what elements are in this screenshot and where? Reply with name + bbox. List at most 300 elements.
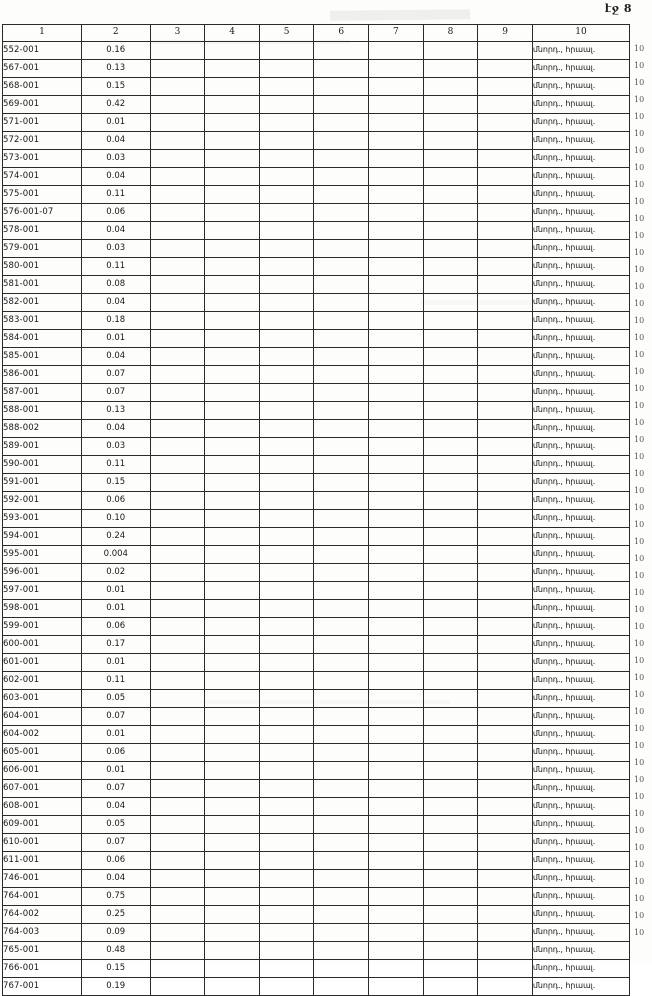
cell-empty (205, 618, 260, 636)
cell-note: մնորդ., հրաալ. (532, 348, 629, 366)
cell-code: 609-001 (3, 816, 82, 834)
cell-value: 0.03 (81, 150, 150, 168)
table-row (3, 222, 630, 240)
cell-empty (314, 708, 369, 726)
margin-mark (634, 24, 652, 40)
scan-artifact (330, 9, 470, 20)
cell-empty (369, 276, 424, 294)
cell-empty (150, 888, 205, 906)
cell-value: 0.42 (81, 96, 150, 114)
cell-empty (369, 906, 424, 924)
cell-empty (314, 294, 369, 312)
margin-mark: 10 (634, 571, 645, 580)
cell-value: 0.25 (81, 906, 150, 924)
cell-empty (314, 528, 369, 546)
cell-empty (205, 888, 260, 906)
cell-empty (478, 672, 533, 690)
cell-empty (478, 870, 533, 888)
cell-empty (314, 150, 369, 168)
cell-empty (314, 582, 369, 600)
cell-note: մնորդ., հրաալ. (532, 438, 629, 456)
cell-code: 580-001 (3, 258, 82, 276)
cell-empty (205, 78, 260, 96)
cell-note: մնորդ., հրաալ. (532, 546, 629, 564)
cell-empty (150, 510, 205, 528)
cell-value: 0.17 (81, 636, 150, 654)
cell-empty (369, 312, 424, 330)
cell-empty (259, 222, 314, 240)
cell-empty (423, 978, 478, 996)
data-table-container (2, 24, 630, 996)
cell-empty (369, 672, 424, 690)
cell-empty (314, 726, 369, 744)
cell-empty (369, 150, 424, 168)
cell-empty (150, 942, 205, 960)
margin-mark: 10 (634, 146, 645, 155)
cell-empty (478, 960, 533, 978)
cell-empty (314, 672, 369, 690)
cell-code: 604-001 (3, 708, 82, 726)
cell-code: 602-001 (3, 672, 82, 690)
column-header-3: 3 (150, 25, 205, 42)
cell-empty (314, 834, 369, 852)
cell-value: 0.04 (81, 294, 150, 312)
table-row (3, 294, 630, 312)
margin-mark: 10 (634, 384, 645, 393)
cell-empty (205, 870, 260, 888)
cell-empty (150, 42, 205, 60)
cell-empty (259, 330, 314, 348)
margin-mark: 10 (634, 214, 645, 223)
cell-empty (369, 186, 424, 204)
cell-empty (423, 204, 478, 222)
margin-mark: 10 (634, 282, 645, 291)
margin-mark: 10 (634, 622, 645, 631)
cell-empty (314, 600, 369, 618)
cell-note: մնորդ., հրաալ. (532, 528, 629, 546)
cell-empty (478, 42, 533, 60)
cell-empty (150, 744, 205, 762)
cell-value: 0.01 (81, 654, 150, 672)
table-row (3, 654, 630, 672)
cell-empty (369, 96, 424, 114)
cell-value: 0.03 (81, 240, 150, 258)
cell-empty (314, 798, 369, 816)
cell-value: 0.07 (81, 708, 150, 726)
cell-empty (478, 798, 533, 816)
cell-code: 594-001 (3, 528, 82, 546)
cell-empty (423, 132, 478, 150)
table-row (3, 618, 630, 636)
cell-empty (259, 654, 314, 672)
cell-value: 0.05 (81, 690, 150, 708)
cell-empty (478, 942, 533, 960)
column-header-10: 10 (532, 25, 629, 42)
cell-empty (150, 294, 205, 312)
column-header-4: 4 (205, 25, 260, 42)
cell-empty (150, 276, 205, 294)
cell-empty (478, 690, 533, 708)
cell-empty (205, 402, 260, 420)
cell-empty (150, 618, 205, 636)
margin-mark: 10 (634, 316, 645, 325)
cell-empty (478, 834, 533, 852)
cell-value: 0.11 (81, 258, 150, 276)
cell-empty (259, 924, 314, 942)
cell-empty (369, 726, 424, 744)
cell-empty (369, 114, 424, 132)
table-row (3, 924, 630, 942)
cell-value: 0.19 (81, 978, 150, 996)
cell-empty (423, 258, 478, 276)
cell-empty (423, 294, 478, 312)
cell-empty (259, 474, 314, 492)
margin-mark: 10 (634, 112, 645, 121)
cell-empty (259, 960, 314, 978)
cell-value: 0.09 (81, 924, 150, 942)
cell-empty (369, 924, 424, 942)
cell-empty (423, 510, 478, 528)
cell-empty (259, 528, 314, 546)
cell-empty (314, 960, 369, 978)
cell-note: մնորդ., հրաալ. (532, 600, 629, 618)
cell-empty (205, 960, 260, 978)
cell-empty (150, 168, 205, 186)
cell-empty (423, 816, 478, 834)
cell-empty (369, 852, 424, 870)
cell-note: մնորդ., հրաալ. (532, 186, 629, 204)
cell-empty (369, 816, 424, 834)
cell-empty (423, 546, 478, 564)
cell-note: մնորդ., հրաալ. (532, 240, 629, 258)
cell-empty (478, 132, 533, 150)
cell-empty (314, 492, 369, 510)
cell-empty (478, 636, 533, 654)
margin-mark: 10 (634, 401, 645, 410)
cell-code: 607-001 (3, 780, 82, 798)
cell-empty (423, 942, 478, 960)
cell-note: մնորդ., հրաալ. (532, 960, 629, 978)
cell-code: 578-001 (3, 222, 82, 240)
cell-empty (314, 636, 369, 654)
cell-empty (205, 762, 260, 780)
cell-empty (423, 870, 478, 888)
cell-empty (314, 762, 369, 780)
cell-empty (423, 42, 478, 60)
cell-empty (314, 906, 369, 924)
cell-empty (259, 366, 314, 384)
cell-empty (369, 690, 424, 708)
cell-value: 0.01 (81, 114, 150, 132)
cell-code: 765-001 (3, 942, 82, 960)
cell-empty (314, 168, 369, 186)
cell-empty (150, 564, 205, 582)
cell-empty (369, 780, 424, 798)
cell-code: 574-001 (3, 168, 82, 186)
cell-empty (423, 690, 478, 708)
cell-empty (259, 420, 314, 438)
cell-empty (478, 528, 533, 546)
table-row (3, 726, 630, 744)
cell-note: մնորդ., հրաալ. (532, 330, 629, 348)
margin-mark: 10 (634, 656, 645, 665)
cell-empty (205, 924, 260, 942)
table-row (3, 312, 630, 330)
table-row (3, 456, 630, 474)
cell-empty (369, 582, 424, 600)
cell-empty (150, 546, 205, 564)
cell-empty (314, 348, 369, 366)
margin-mark: 10 (634, 486, 645, 495)
margin-mark: 10 (634, 231, 645, 240)
margin-mark: 10 (634, 44, 645, 53)
cell-empty (369, 240, 424, 258)
cell-empty (369, 60, 424, 78)
cell-empty (205, 492, 260, 510)
cell-value: 0.04 (81, 222, 150, 240)
cell-empty (150, 762, 205, 780)
table-row (3, 204, 630, 222)
cell-value: 0.01 (81, 726, 150, 744)
cell-empty (369, 798, 424, 816)
cell-code: 552-001 (3, 42, 82, 60)
table-row (3, 42, 630, 60)
cell-empty (478, 168, 533, 186)
column-header-5: 5 (259, 25, 314, 42)
table-row (3, 330, 630, 348)
cell-empty (259, 258, 314, 276)
cell-empty (423, 330, 478, 348)
cell-empty (314, 132, 369, 150)
cell-empty (205, 726, 260, 744)
cell-empty (150, 528, 205, 546)
cell-empty (369, 78, 424, 96)
cell-code: 587-001 (3, 384, 82, 402)
cell-empty (423, 888, 478, 906)
cell-empty (478, 510, 533, 528)
cell-empty (205, 438, 260, 456)
cell-code: 764-002 (3, 906, 82, 924)
table-header-row (3, 25, 630, 42)
cell-code: 605-001 (3, 744, 82, 762)
cell-empty (478, 726, 533, 744)
cell-empty (314, 60, 369, 78)
margin-mark: 10 (634, 129, 645, 138)
cell-code: 571-001 (3, 114, 82, 132)
cell-empty (314, 330, 369, 348)
cell-empty (314, 870, 369, 888)
cell-empty (259, 690, 314, 708)
cell-empty (478, 438, 533, 456)
cell-code: 573-001 (3, 150, 82, 168)
cell-empty (150, 420, 205, 438)
data-table (2, 24, 630, 996)
table-row (3, 240, 630, 258)
cell-value: 0.02 (81, 564, 150, 582)
cell-empty (423, 906, 478, 924)
cell-empty (259, 186, 314, 204)
cell-empty (369, 654, 424, 672)
cell-code: 600-001 (3, 636, 82, 654)
cell-code: 603-001 (3, 690, 82, 708)
cell-empty (423, 312, 478, 330)
cell-empty (478, 276, 533, 294)
table-row (3, 348, 630, 366)
cell-empty (478, 60, 533, 78)
cell-code: 575-001 (3, 186, 82, 204)
cell-empty (259, 150, 314, 168)
cell-value: 0.06 (81, 744, 150, 762)
margin-mark: 10 (634, 333, 645, 342)
cell-empty (205, 816, 260, 834)
cell-empty (478, 330, 533, 348)
cell-empty (314, 654, 369, 672)
margin-mark: 10 (634, 826, 645, 835)
cell-empty (423, 762, 478, 780)
cell-code: 582-001 (3, 294, 82, 312)
cell-empty (369, 546, 424, 564)
cell-empty (314, 204, 369, 222)
cell-empty (423, 492, 478, 510)
cell-code: 568-001 (3, 78, 82, 96)
cell-note: մնորդ., հրաալ. (532, 618, 629, 636)
table-row (3, 546, 630, 564)
cell-empty (150, 654, 205, 672)
cell-empty (478, 924, 533, 942)
page-number: էջ 8 (604, 2, 632, 15)
cell-note: մնորդ., հրաալ. (532, 60, 629, 78)
cell-empty (205, 150, 260, 168)
cell-empty (205, 258, 260, 276)
margin-mark: 10 (634, 248, 645, 257)
cell-value: 0.13 (81, 60, 150, 78)
cell-empty (259, 42, 314, 60)
margin-mark: 10 (634, 690, 645, 699)
cell-code: 590-001 (3, 456, 82, 474)
cell-empty (205, 276, 260, 294)
cell-empty (478, 564, 533, 582)
cell-empty (314, 186, 369, 204)
cell-empty (150, 492, 205, 510)
cell-empty (314, 240, 369, 258)
cell-empty (423, 456, 478, 474)
cell-value: 0.03 (81, 438, 150, 456)
cell-value: 0.13 (81, 402, 150, 420)
cell-code: 581-001 (3, 276, 82, 294)
cell-empty (205, 222, 260, 240)
margin-mark: 10 (634, 792, 645, 801)
cell-empty (150, 960, 205, 978)
cell-empty (259, 96, 314, 114)
cell-note: մնորդ., հրաալ. (532, 42, 629, 60)
cell-empty (423, 600, 478, 618)
table-row (3, 636, 630, 654)
cell-empty (150, 672, 205, 690)
cell-code: 567-001 (3, 60, 82, 78)
cell-empty (150, 132, 205, 150)
cell-empty (259, 168, 314, 186)
cell-empty (423, 222, 478, 240)
margin-mark: 10 (634, 860, 645, 869)
cell-empty (205, 744, 260, 762)
cell-empty (259, 636, 314, 654)
table-row (3, 672, 630, 690)
cell-empty (259, 456, 314, 474)
cell-empty (478, 114, 533, 132)
cell-empty (259, 78, 314, 96)
margin-mark: 10 (634, 707, 645, 716)
cell-empty (205, 978, 260, 996)
cell-empty (259, 312, 314, 330)
cell-empty (314, 546, 369, 564)
table-row (3, 762, 630, 780)
cell-empty (205, 456, 260, 474)
cell-empty (478, 708, 533, 726)
cell-empty (205, 96, 260, 114)
cell-empty (259, 834, 314, 852)
cell-empty (423, 780, 478, 798)
cell-empty (314, 402, 369, 420)
cell-code: 599-001 (3, 618, 82, 636)
cell-empty (259, 384, 314, 402)
table-row (3, 186, 630, 204)
cell-empty (369, 330, 424, 348)
cell-empty (259, 348, 314, 366)
cell-code: 767-001 (3, 978, 82, 996)
cell-empty (478, 906, 533, 924)
cell-empty (314, 924, 369, 942)
cell-empty (314, 114, 369, 132)
cell-value: 0.04 (81, 870, 150, 888)
cell-empty (369, 528, 424, 546)
cell-note: մնորդ., հրաալ. (532, 798, 629, 816)
table-row (3, 132, 630, 150)
margin-mark: 10 (634, 350, 645, 359)
cell-note: մնորդ., հրաալ. (532, 978, 629, 996)
cell-empty (259, 492, 314, 510)
cell-empty (314, 618, 369, 636)
cell-empty (259, 978, 314, 996)
cell-empty (423, 78, 478, 96)
cell-note: մնորդ., հրաալ. (532, 474, 629, 492)
cell-value: 0.07 (81, 366, 150, 384)
cell-empty (150, 726, 205, 744)
margin-mark: 10 (634, 894, 645, 903)
cell-value: 0.004 (81, 546, 150, 564)
cell-empty (314, 222, 369, 240)
table-row (3, 168, 630, 186)
margin-mark: 10 (634, 197, 645, 206)
margin-mark: 10 (634, 843, 645, 852)
cell-empty (205, 690, 260, 708)
cell-empty (259, 564, 314, 582)
cell-empty (205, 636, 260, 654)
cell-empty (369, 978, 424, 996)
cell-empty (314, 276, 369, 294)
cell-note: մնորդ., հրաալ. (532, 294, 629, 312)
cell-empty (369, 456, 424, 474)
cell-code: 611-001 (3, 852, 82, 870)
cell-code: 596-001 (3, 564, 82, 582)
cell-empty (478, 258, 533, 276)
cell-empty (314, 564, 369, 582)
table-row (3, 834, 630, 852)
cell-note: մնորդ., հրաալ. (532, 258, 629, 276)
cell-empty (205, 906, 260, 924)
cell-empty (478, 618, 533, 636)
cell-empty (205, 240, 260, 258)
cell-empty (478, 240, 533, 258)
